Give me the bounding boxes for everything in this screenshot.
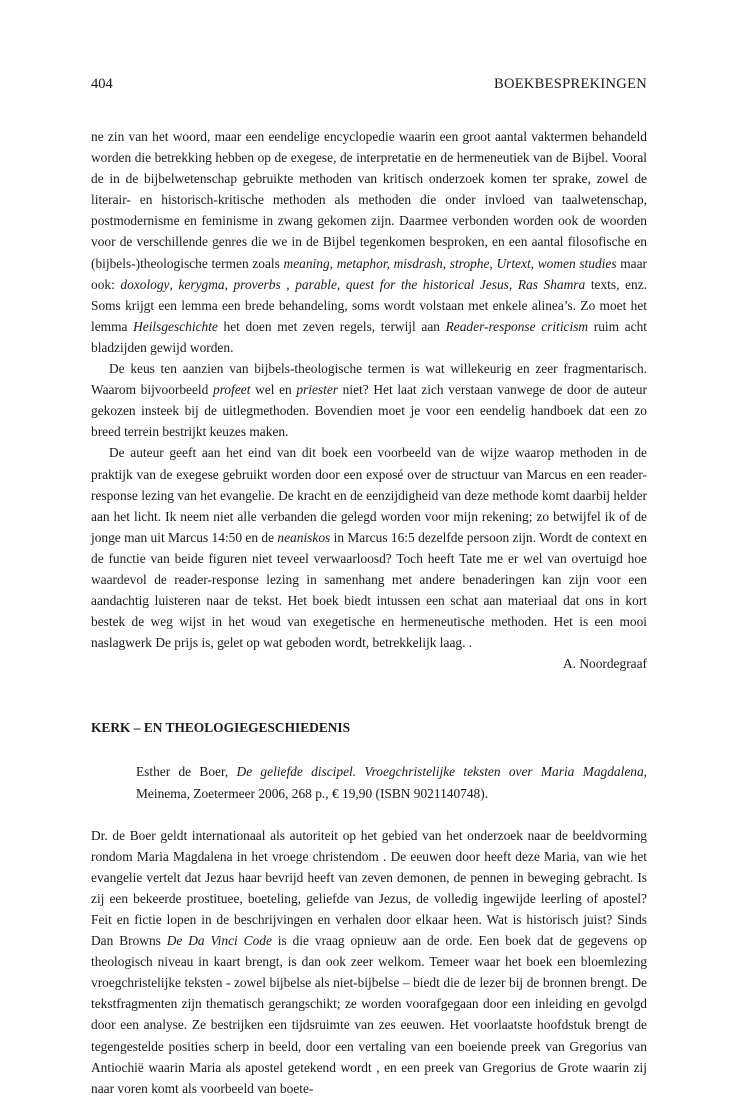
text-run: texts, enz. Soms krijgt een lemma een brede behandeling, soms wordt volstaan met enkele alinea’s. Zo moet het lemma — [91, 276, 647, 334]
text-run: is die vraag opnieuw aan de orde. Een boek dat de gegevens op theologisch niveau in kaart brengt, is dan ook zeer welkom. Temeer waar het boek een bloemlezing vroegchristelijke teksten - zowel bijbelse als niet-bijbelse – biedt die de lezer bij de bronnen brengt. De tekstfragmenten zijn thematisch gerangschikt; ze worden voorafgegaan door een inleiding en gevolgd door een analyse. Ze bestrijken een tijdsruimte van zes eeuwen. Het voorlaatste hoofdstuk brengt de tegengestelde posities scherp in beeld, door een vertaling van een boeiende preek van Gregorius van Antiochië waarin Maria als apostel getekend wordt , en een preek van Gregorius de Grote waarin zij naar voren komt als voorbeeld van boete- — [91, 933, 647, 1096]
text-run: niet? Het laat zich verstaan vanwege de door de auteur gekozen insteek bij de uitlegmethoden. Bovendien moet je voor een eendelig handboek dat een zo breed terrein bestrijkt keuzes maken. — [91, 382, 647, 440]
italic-term: meaning, metaphor, misdrash, strophe, Urtext, women studies — [283, 255, 617, 271]
italic-term: priester — [296, 382, 339, 398]
text-run: De keus ten aanzien van bijbels-theologische termen is wat willekeurig en zeer fragmentarisch. Waarom bijvoorbeeld — [91, 361, 647, 398]
italic-term: kerygma, proverbs — [178, 276, 281, 292]
italic-term: Reader-response criticism — [445, 318, 589, 334]
text-run: Esther de Boer, — [136, 764, 237, 780]
review-2 — [91, 825, 647, 1099]
review-1-paragraph-3 — [91, 442, 647, 653]
italic-term: De Da Vinci Code — [166, 933, 272, 949]
section-heading: KERK – EN THEOLOGIEGESCHIEDENIS — [91, 720, 351, 736]
text-run: De auteur geeft aan het eind van dit boek een voorbeeld van de wijze waarop methoden in de praktijk van de exegese gebruikt worden door een exposé over de structuur van Marcus en een reader-response lezing van het evangelie. De kracht en de eenzijdigheid van deze methode komt daarbij helder aan het licht. Ik neem niet alle verbanden die gelegd worden voor mijn rekening; zo betwijfel ik of de jonge man uit Marcus 14:50 en de — [91, 445, 647, 545]
review-2-paragraph-1 — [91, 825, 647, 1099]
reviewer-signature: A. Noordegraaf — [562, 656, 647, 672]
italic-term: doxology — [120, 276, 170, 292]
running-header — [91, 74, 647, 94]
text-run: maar ook: — [91, 255, 648, 292]
book-citation — [91, 761, 647, 803]
italic-term: parable, quest for the historical Jesus, Ras Shamra — [295, 276, 586, 292]
review-1-paragraph-1 — [91, 126, 647, 358]
text-run: Dr. de Boer geldt internationaal als autoriteit op het gebied van het onderzoek naar de beeldvorming rondom Maria Magdalena in het vroege christendom . De eeuwen door heeft deze Maria, van wie het evangelie vertelt dat Jezus haar bevrijd heeft van zeven demonen, de pennen in beweging gebracht. Is zij een bekeerde prostituee, boeteling, geliefde van Jezus, de volledig ingewijde leerling of apostel? Feit en fictie lopen in de beschrijvingen en verhalen door elkaar heen. Wat is historisch juist? Sinds Dan Browns — [91, 827, 647, 949]
page-number: 404 — [91, 76, 113, 92]
italic-term: De geliefde discipel. Vroegchristelijke teksten over Maria Magdalena, — [236, 764, 647, 780]
running-title: BOEKBESPREKINGEN — [493, 76, 647, 92]
text-run: Meinema, Zoetermeer 2006, 268 p., € 19,90 (ISBN 9021140748). — [136, 785, 489, 801]
review-1-paragraph-2 — [91, 358, 647, 442]
text-run: wel en — [250, 382, 297, 398]
italic-term: profeet — [213, 382, 251, 398]
text-run: , — [169, 276, 179, 292]
text-run: ne zin van het woord, maar een eendelige encyclopedie waarin een groot aantal vaktermen behandeld worden die betrekking hebben op de exegese, de interpretatie en de hermeneutiek van de Bijbel. Vooral de in de bijbelwetenschap gebruikte methoden van kritisch onderzoek komen ter sprake, zowel de literair- en historisch-kritische methoden als methoden die onder invloed van taalwetenschap, postmodernisme en feminisme in zwang gekomen zijn. Daarmee verbonden worden ook de woorden voor de verschillende genres die we in de Bijbel tegenkomen besproken, en een aantal filosofische en (bijbels-)theologische termen zoals — [91, 129, 647, 271]
text-run: in Marcus 16:5 dezelfde persoon zijn. Wordt de context en de functie van beide figuren niet teveel verwaarloosd? Toch heeft Tate me er wel van overtuigd hoe waardevol de reader-response lezing in samenhang met andere benaderingen kan zijn voor een aandachtig luisteren naar de tekst. Het boek biedt intussen een schat aan materiaal dat ons in kort bestek de weg wijst in het woud van exegetische en hermeneutische methoden. Het is een mooi naslagwerk De prijs is, gelet op wat geboden wordt, betrekkelijk laag. . — [91, 529, 647, 651]
text-run: ruim acht bladzijden gewijd worden. — [91, 318, 647, 355]
review-1 — [91, 126, 647, 674]
italic-term: neaniskos — [277, 529, 331, 545]
italic-term: Heilsgeschichte — [133, 318, 218, 334]
text-run: het doen met zeven regels, terwijl aan — [217, 318, 446, 334]
text-run: , — [280, 276, 296, 292]
page — [91, 74, 647, 1099]
